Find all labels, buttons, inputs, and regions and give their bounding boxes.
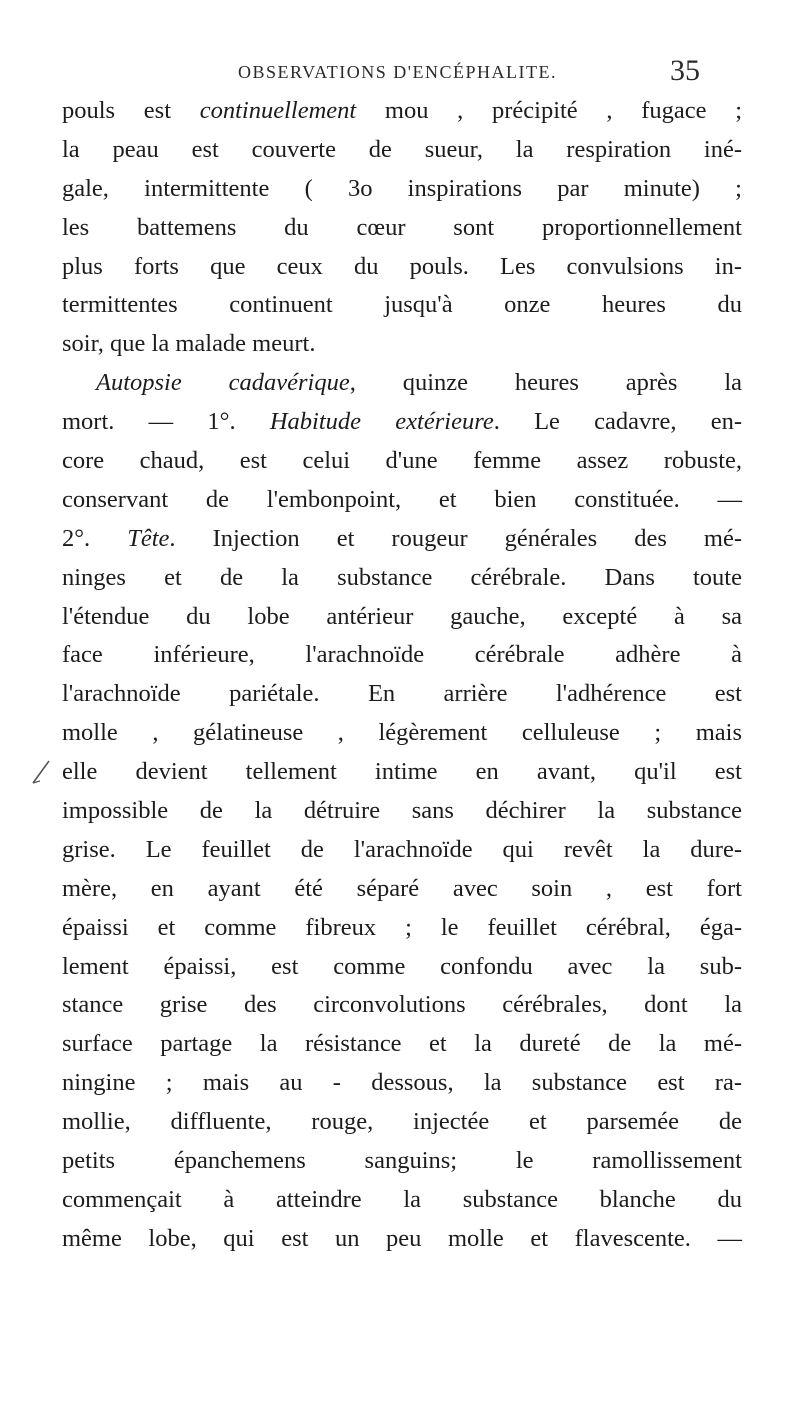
text-segment: termittentes continuent jusqu'à onze heures du	[62, 291, 742, 319]
text-segment: mère, en ayant été séparé avec soin , est fort	[62, 874, 742, 902]
italic-text: Autopsie cadavérique	[96, 369, 350, 397]
text-segment: elle devient tellement intime en avant, qu'il est	[62, 758, 742, 786]
text-line	[62, 714, 742, 753]
text-segment: pouls est	[62, 97, 200, 124]
text-line	[62, 481, 742, 520]
text-segment: l'arachnoïde pariétale. En arrière l'adhérence est	[62, 680, 742, 708]
text-segment: grise. Le feuillet de l'arachnoïde qui revêt la dure-	[62, 835, 742, 863]
text-segment: la peau est couverte de sueur, la respiration iné-	[62, 135, 742, 163]
text-segment: l'étendue du lobe antérieur gauche, excepté à sa	[62, 602, 742, 630]
text-line	[62, 286, 742, 325]
text-segment: les battemens du cœur sont proportionnellement	[62, 213, 742, 241]
stray-pen-mark	[30, 758, 52, 786]
italic-text: Tête	[127, 524, 170, 552]
running-title: OBSERVATIONS D'ENCÉPHALITE.	[238, 62, 557, 82]
italic-text: Habitude extérieure	[269, 408, 494, 436]
text-segment: mou , précipité , fugace ;	[356, 97, 742, 124]
text-segment: . Le cadavre, en-	[493, 408, 743, 436]
text-segment: lement épaissi, est comme confondu avec la sub-	[62, 952, 742, 980]
text-line	[62, 248, 742, 287]
text-segment: gale, intermittente ( 3o inspirations par minute) ;	[62, 174, 742, 202]
text-line	[62, 792, 742, 831]
text-segment: stance grise des circonvolutions cérébrales, dont la	[62, 991, 742, 1019]
text-segment: . Injection et rougeur générales des mé-	[169, 524, 742, 552]
text-segment: , quinze heures après la	[349, 369, 743, 397]
text-segment: 2°.	[62, 524, 128, 552]
text-segment: épaissi et comme fibreux ; le feuillet cérébral, éga-	[62, 913, 742, 941]
text-segment: molle , gélatineuse , légèrement celluleuse ; mais	[62, 719, 742, 747]
text-segment: mollie, diffluente, rouge, injectée et parsemée de	[62, 1108, 742, 1136]
text-segment: même lobe, qui est un peu molle et flavescente. —	[62, 1224, 742, 1252]
text-line	[62, 170, 742, 209]
text-segment: ninges et de la substance cérébrale. Dans toute	[62, 563, 742, 591]
text-segment: petits épanchemens sanguins; le ramollissement	[62, 1147, 742, 1175]
italic-text: continuellement	[199, 97, 357, 124]
body-text	[62, 92, 742, 1259]
text-segment: ningine ; mais au - dessous, la substance est ra-	[62, 1069, 742, 1097]
text-line	[62, 1103, 742, 1142]
text-line	[62, 598, 742, 637]
text-line	[62, 559, 742, 598]
text-segment: core chaud, est celui d'une femme assez robuste,	[62, 447, 742, 475]
text-line	[62, 1025, 742, 1064]
running-head	[0, 54, 801, 92]
text-segment: mort. — 1°.	[62, 408, 270, 436]
text-line	[62, 1064, 742, 1103]
text-segment: impossible de la détruire sans déchirer la substance	[62, 797, 742, 825]
text-line	[62, 325, 742, 364]
text-line	[62, 131, 742, 170]
text-line	[62, 753, 742, 792]
text-line	[62, 948, 742, 987]
text-line	[62, 364, 742, 403]
page-number: 35	[670, 54, 700, 87]
text-line	[62, 870, 742, 909]
text-line	[62, 675, 742, 714]
text-line	[62, 1142, 742, 1181]
text-line	[62, 831, 742, 870]
text-line	[62, 909, 742, 948]
text-line	[62, 403, 742, 442]
text-line	[62, 442, 742, 481]
text-segment: plus forts que ceux du pouls. Les convulsions in-	[62, 252, 742, 280]
text-line	[62, 92, 742, 131]
text-segment: face inférieure, l'arachnoïde cérébrale adhère à	[62, 641, 742, 669]
text-line	[62, 209, 742, 248]
text-line	[62, 1181, 742, 1220]
text-line	[62, 520, 742, 559]
text-segment: conservant de l'embonpoint, et bien constituée. —	[62, 485, 742, 513]
text-segment: commençait à atteindre la substance blanche du	[62, 1185, 742, 1213]
text-segment: soir, que la malade meurt.	[62, 330, 316, 358]
text-line	[62, 636, 742, 675]
text-segment: surface partage la résistance et la dureté de la mé-	[62, 1030, 742, 1058]
text-line	[62, 986, 742, 1025]
text-line	[62, 1220, 742, 1259]
